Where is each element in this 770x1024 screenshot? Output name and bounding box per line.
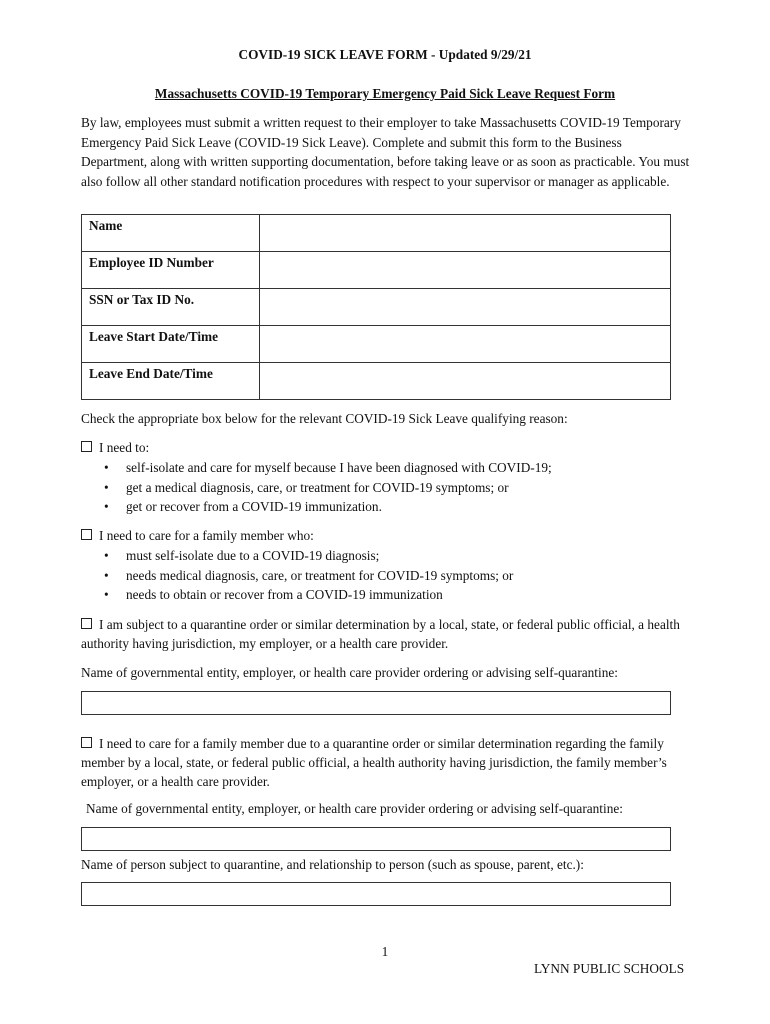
reason-3-checkbox[interactable] (81, 618, 92, 629)
list-item: • self-isolate and care for myself because I have been diagnosed with COVID-19; (104, 458, 552, 478)
reason-4-person-input[interactable] (81, 882, 671, 906)
name-label: Name (82, 215, 260, 252)
reason-3-entity-input[interactable] (81, 691, 671, 715)
reason-1 (81, 438, 681, 457)
ssn-field[interactable] (260, 289, 671, 326)
name-field[interactable] (260, 215, 671, 252)
reason-4-label: I need to care for a family member due to a quarantine order or similar determination regarding the family member by a local, state, or federal public official, a health authority having jurisdiction, the family member’s employer, or a health care provider. (81, 736, 667, 789)
leave-end-field[interactable] (260, 363, 671, 400)
list-item: • needs medical diagnosis, care, or treatment for COVID-19 symptoms; or (104, 566, 513, 586)
reason-4-entity-input[interactable] (81, 827, 671, 851)
table-row (82, 252, 671, 289)
list-item: • needs to obtain or recover from a COVID-19 immunization (104, 585, 513, 605)
table-row (82, 363, 671, 400)
reason-2-label: I need to care for a family member who: (99, 528, 314, 543)
check-instruction: Check the appropriate box below for the relevant COVID-19 Sick Leave qualifying reason: (81, 411, 568, 426)
employee-id-label: Employee ID Number (82, 252, 260, 289)
reason-2-checkbox[interactable] (81, 529, 92, 540)
page-number: 1 (381, 944, 389, 959)
reason-1-checkbox[interactable] (81, 441, 92, 452)
leave-end-label: Leave End Date/Time (82, 363, 260, 400)
table-row (82, 289, 671, 326)
employee-id-field[interactable] (260, 252, 671, 289)
list-item: • get a medical diagnosis, care, or treatment for COVID-19 symptoms; or (104, 478, 552, 498)
table-row (82, 326, 671, 363)
reason-2-list (104, 546, 513, 605)
intro-paragraph: By law, employees must submit a written request to their employer to take Massachusetts COVID-19 Temporary Emergency Paid Sick Leave (COVID-19 Sick Leave). Complete and submit this form to the Business Department, along with written supporting documentation, before taking leave or as soon as practicable. You must also follow all other standard notification procedures with respect to your supervisor or manager as applicable. (81, 115, 690, 189)
reason-1-label: I need to: (99, 440, 150, 455)
reason-1-list (104, 458, 552, 517)
footer-organization: LYNN PUBLIC SCHOOLS (534, 961, 685, 976)
leave-start-label: Leave Start Date/Time (82, 326, 260, 363)
form-subtitle: Massachusetts COVID-19 Temporary Emergency Paid Sick Leave Request Form (154, 86, 616, 101)
list-item: • get or recover from a COVID-19 immunization. (104, 497, 552, 517)
table-row (82, 215, 671, 252)
reason-4-person-label: Name of person subject to quarantine, and relationship to person (such as spouse, parent, etc.): (81, 857, 584, 872)
form-title: COVID-19 SICK LEAVE FORM - Updated 9/29/21 (238, 47, 532, 62)
reason-4-field-label: Name of governmental entity, employer, or health care provider ordering or advising self-quarantine: (86, 801, 623, 816)
employee-info-table (81, 214, 671, 400)
reason-3-field-label: Name of governmental entity, employer, or health care provider ordering or advising self-quarantine: (81, 665, 618, 680)
list-item: • must self-isolate due to a COVID-19 diagnosis; (104, 546, 513, 566)
reason-3 (81, 615, 681, 653)
reason-4 (81, 734, 681, 791)
ssn-label: SSN or Tax ID No. (82, 289, 260, 326)
reason-2 (81, 526, 681, 545)
leave-start-field[interactable] (260, 326, 671, 363)
reason-4-checkbox[interactable] (81, 737, 92, 748)
reason-3-label: I am subject to a quarantine order or similar determination by a local, state, or federal public official, a health authority having jurisdiction, my employer, or a health care provider. (81, 617, 680, 651)
